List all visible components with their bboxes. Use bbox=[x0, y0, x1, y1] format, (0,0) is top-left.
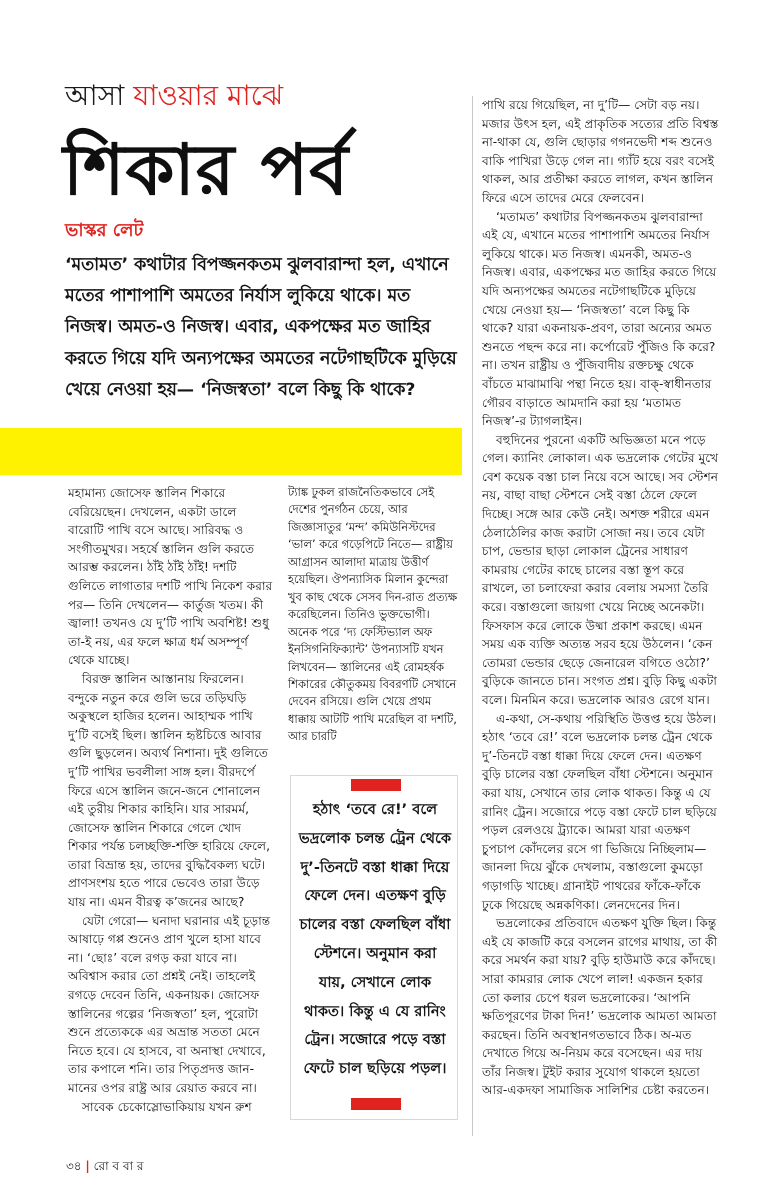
pullquote: হঠাৎ ‘তবে রে!’ বলে ভদ্রলোক চলন্ত ট্রেন থেকে দু’-তিনটে বস্তা ধাক্কা দিয়ে ফেলে দেন। এতক্ষণ বুড়ি চালের বস্তা ফেলছিল বাঁধা স্টেশনে। অনুমান করা যায়, সেখানে লোক থাকত। কিন্তু এ যে রানিং ট্রেন। সজোরে পড়ে বস্তা ফেটে চাল ছড়িয়ে পড়ল। bbox=[298, 801, 452, 1078]
pullquote-red-bar-bottom bbox=[351, 1098, 401, 1110]
folio-separator: | bbox=[85, 1159, 90, 1173]
paragraph: পাখি রয়ে গিয়েছিল, না দু’টি— সেটা বড় নয়। মজার উৎস হল, এই প্রাকৃতিক সত্যের প্রতি বিশ্বস্ত না-থাকা যে, গুলি ছোড়ার গগনভেদী শব্দ শুনেও বাকি পাখিরা উড়ে গেল না। গ্যাঁট হয়ে বরং বসেই থাকল, আর প্রতীক্ষা করতে লাগল, কখন স্তালিন ফিরে এসে তাদের মেরে ফেলবেন। bbox=[482, 98, 719, 205]
paragraph: এ-কথা, সে-কথায় পরিস্থিতি উত্তপ্ত হয়ে উঠল। হঠাৎ ‘তবে রে!’ বলে ভদ্রলোক চলন্ত ট্রেন থেকে দু’-তিনটে বস্তা ধাক্কা দিয়ে ফেলে দেন। এতক্ষণ বুড়ি চালের বস্তা ফেলছিল বাঁধা স্টেশনে। অনুমান করা যায়, সেখানে তার লোক থাকত। কিন্তু এ যে রানিং ট্রেন। সজোরে পড়ে বস্তা ফেটে চাল ছড়িয়ে পড়ল রেলওয়ে ট্র্যাকে। আমরা যারা এতক্ষণ চুপচাপ কোঁদলের রসে গা ভিজিয়ে নিচ্ছিলাম— জানলা দিয়ে ঝুঁকে দেখলাম, বস্তাগুলো কুমড়ো গড়াগড়ি খাচ্ছে। গ্রানাইট পাথরের ফাঁকে-ফাঁকে ঢুকে গিয়েছে অন্নকণিকা। লেনদেনের দিন। bbox=[482, 711, 717, 912]
yellow-highlight-band bbox=[0, 428, 462, 475]
magazine-name: রো ব বা র bbox=[93, 1159, 144, 1173]
paragraph: বহুদিনের পুরনো একটি অভিজ্ঞতা মনে পড়ে গেল। ক্যানিং লোকাল। এক ভদ্রলোক গেটের মুখে বেশ কয়েক বস্তা চাল নিয়ে বসে আছে। সব স্টেশন নয়, বাছা বাছা স্টেশনে সেই বস্তা ঠেলে ফেলে দিচ্ছে। সঙ্গে আর কেউ নেই। অশক্ত শরীরে এমন ঠেলাঠেলির কাজ করাটা সোজা নয়। তবে যেটা চাপ, ভেন্ডার ছাড়া লোকাল ট্রেনের সাধারণ কামরায় গেটের কাছে চালের বস্তা স্তূপ করে রাখলে, তা চলাফেরা করার বেলায় সমস্যা তৈরি করে। বস্তাগুলো জায়গা খেয়ে নিচ্ছে অনেকটা। ফিসফাস করে লোকে উষ্মা প্রকাশ করছে। এমন সময় এক ব্যক্তি অত্যন্ত সরব হয়ে উঠলেন। ‘কেন তোমরা ভেন্ডার ছেড়ে জেনারেল বগিতে ওঠো?’ বুড়িকে জানতে চান। সংগত প্রশ্ন। বুড়ি কিছু একটা বলে। মিনমিন করে। ভদ্রলোক আরও রেগে যান। bbox=[482, 432, 719, 707]
paragraph: ভদ্রলোকের প্রতিবাদে এতক্ষণ যুক্তি ছিল। কিন্তু এই যে কাজটি করে বসলেন রাগের মাথায়, তা কী করে সমর্থন করা যায়? বুড়ি হাউমাউ করে কাঁদছে। সারা কামরার লোক খেপে লাল! একজন হকার তো কলার চেপে ধরল ভদ্রলোকের। ‘আপনি ক্ষতিপূরণের টাকা দিন!’ ভদ্রলোক আমতা আমতা করছেন। তিনি অবস্থানগতভাবে ঠিক। অ-মত দেখাতে গিয়ে অ-নিয়ম করে বসেছেন। এর দায় তাঁর নিজস্ব। টুইট করার সুযোগ থাকলে হয়তো আর-একদফা সামাজিক সালিশির চেষ্টা করতেন। bbox=[482, 916, 718, 1098]
page-number: ৩৪ bbox=[66, 1159, 82, 1173]
paragraph: ট্যাঙ্ক ঢুকল রাজনৈতিকভাবে সেই দেশের পুনর্গঠন চেয়ে, আর জিজ্ঞাসাতুর ‘মন্দ’ কমিউনিস্টদের ‘ভাল’ করে গড়েপিটে নিতে— রাষ্ট্রীয় আগ্রাসন আলাদা মাত্রায় উত্তীর্ণ হয়েছিল। ঔপন্যাসিক মিলান কুন্দেরা খুব কাছ থেকে সেসব দিন-রাত প্রত্যক্ষ করেছিলেন। তিনিও ভুক্তভোগী। অনেক পরে ‘দ্য ফেস্টিভ্যাল অফ ইনসিগনিফিক্যান্ট’ উপন্যাসটি যখন লিখবেন— স্তালিনের এই রোমহর্ষক শিকারের কৌতুকময় বিবরণটি সেখানে দেবেন রসিয়ে। গুলি খেয়ে প্রথম ধাক্কায় আটটি পাখি মরেছিল বা দশটি, আর চারটি bbox=[288, 485, 458, 744]
standfirst: ‘মতামত’ কথাটার বিপজ্জনকতম ঝুলবারান্দা হল, এখানে মতের পাশাপাশি অমতের নির্যাস লুকিয়ে থাকে। মত নিজস্ব। অমত-ও নিজস্ব। এবার, একপক্ষের মত জাহির করতে গিয়ে যদি অন্যপক্ষের অমতের নটেগাছটিকে মুড়িয়ে খেয়ে নেওয়া হয়— ‘নিজস্বতা’ বলে কিছু কি থাকে? bbox=[65, 255, 457, 400]
pullquote-red-bar-top bbox=[351, 779, 401, 791]
byline: ভাস্কর লেট bbox=[65, 220, 144, 241]
headline: শিকার পর্ব bbox=[63, 129, 350, 211]
page-folio bbox=[66, 1158, 143, 1174]
section-label-part2: যাওয়ার মাঝে bbox=[133, 79, 284, 112]
paragraph: মহামান্য জোসেফ স্তালিন শিকারে বেরিয়েছেন। দেখলেন, একটা ডালে বারোটি পাখি বসে আছে। সারিবদ্ধ ও সংগীতমুখর। সহর্ষে স্তালিন গুলি করতে আরম্ভ করলেন। ঠাঁই ঠাঁই ঠাঁই! দশটি গুলিতে লাগাতার দশটি পাখি নিকেশ করার পর— তিনি দেখলেন— কার্তুজ খতম। কী জ্বালা! তখনও যে দু’টি পাখি অবশিষ্ট! শুধু তা-ই নয়, এর ফলে ক্ষাত্র ধর্ম অসম্পূর্ণ থেকে যাচ্ছে। bbox=[68, 486, 273, 668]
paragraph: বিরক্ত স্তালিন আস্তানায় ফিরলেন। বন্দুকে নতুন করে গুলি ভরে তড়িঘড়ি অকুস্থলে হাজির হলেন। আহাম্মক পাখি দু’টি বসেই ছিল। স্তালিন হৃষ্টচিত্তে আবার গুলি ছুড়লেন। অব্যর্থ নিশানা। দুই গুলিতে দু’টি পাখির ভবলীলা সাঙ্গ হল। বীরদর্পে ফিরে এসে স্তালিন জনে-জনে শোনালেন এই তুরীয় শিকার কাহিনি। যার সারমর্ম, জোসেফ স্তালিন শিকারে গেলে খোদ শিকার পর্যন্ত চলচ্ছক্তি-শক্তি হারিয়ে ফেলে, তারা বিভ্রান্ত হয়, তাদের বুদ্ধিবৈকল্য ঘটে। প্রাণসংশয় হতে পারে ভেবেও তারা উড়ে যায় না। এমন বীরত্ব ক’জনের আছে? bbox=[68, 671, 271, 910]
section-label bbox=[65, 78, 283, 114]
column-divider bbox=[472, 96, 473, 1136]
article-column-3 bbox=[482, 96, 720, 1100]
paragraph: যেটা গেরো— ঘনাদা ঘরানার এই চূড়ান্ত আষাঢ়ে গপ্প শুনেও প্রাণ খুলে হাসা যাবে না। ‘ছোঃ’ বলে রগড় করা যাবে না। অবিশ্বাস করার তো প্রশ্নই নেই। তাহলেই রগড়ে দেবেন তিনি, একনায়ক। জোসেফ স্তালিনের গল্পের ‘নিজস্বতা’ হল, পুরোটা শুনে প্রত্যেককে এর অভ্রান্ত সততা মেনে নিতে হবে। যে হাসবে, বা অনাস্থা দেখাবে, তার কপালে শনি। তার পিতৃপ্রদত্ত জান-মানের ওপর রাষ্ট্র আর রেয়াত করবে না। bbox=[68, 913, 271, 1095]
paragraph: ‘মতামত’ কথাটার বিপজ্জনকতম ঝুলবারান্দা এই যে, এখানে মতের পাশাপাশি অমতের নির্যাস লুকিয়ে থাকে। মত নিজস্ব। এমনকী, অমত-ও নিজস্ব। এবার, একপক্ষের মত জাহির করতে গিয়ে যদি অন্যপক্ষের অমতের নটেগাছটিকে মুড়িয়ে খেয়ে নেওয়া হয়— ‘নিজস্বতা’ বলে কিছু কি থাকে? যারা একনায়ক-প্রবণ, তারা অন্যের অমত শুনতে পছন্দ করে না। কর্পোরেট পুঁজিও কি করে? না। তখন রাষ্ট্রীয় ও পুঁজিবাদীয় রক্তচক্ষু থেকে বাঁচতে মাঝামাঝি পন্থা নিতে হয়। বাক্‌-স্বাধীনতার গৌরব বাড়াতে আমদানি করা হয় ‘মতামত নিজস্ব’-র ট্যাগলাইন। bbox=[482, 209, 717, 429]
article-column-1 bbox=[68, 484, 273, 1116]
article-column-2 bbox=[288, 484, 458, 746]
section-label-part1: আসা bbox=[65, 79, 125, 112]
paragraph: সাবেক চেকোস্লোভাকিয়ায় যখন রুশ bbox=[82, 1099, 252, 1114]
